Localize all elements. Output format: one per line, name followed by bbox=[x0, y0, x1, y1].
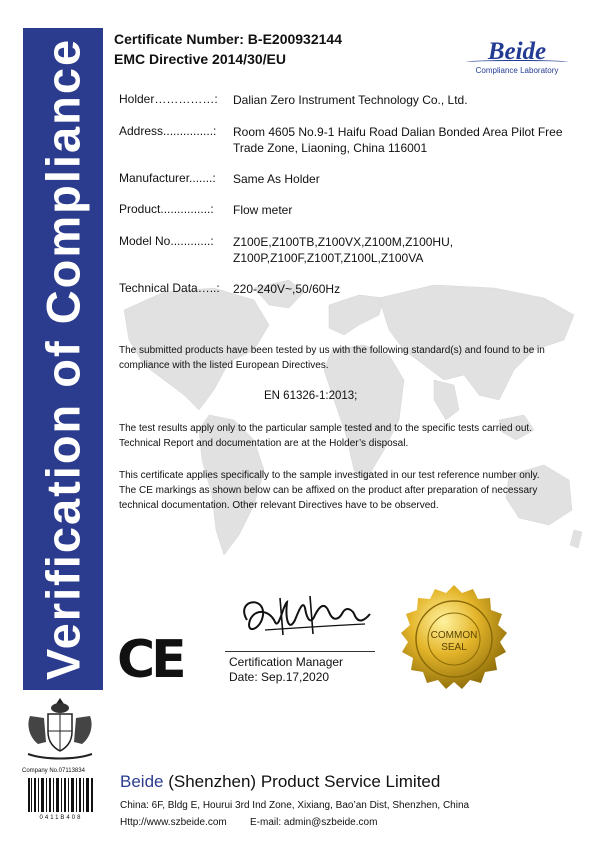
field-label: Manufacturer.......: bbox=[119, 171, 216, 185]
certificate-number: Certificate Number: B-E200932144 bbox=[114, 31, 342, 47]
field-value: Room 4605 No.9-1 Haifu Road Dalian Bonded Area Pilot Free Trade Zone, Liaoning, China 116001 bbox=[233, 125, 563, 155]
field-label: Product...............: bbox=[119, 202, 214, 216]
directive-title: EMC Directive 2014/30/EU bbox=[114, 51, 286, 67]
common-seal-icon bbox=[398, 583, 510, 695]
field-label: Holder……………: bbox=[119, 92, 218, 106]
sidebar-title: Verification of Compliance bbox=[36, 37, 90, 681]
field-value: Same As Holder bbox=[233, 172, 320, 186]
results-paragraph: The test results apply only to the particular sample tested and to the specific tests carried out. Technical Report and documentation are at the Holder’s disposal. bbox=[119, 423, 532, 449]
company-address: China: 6F, Bldg E, Hourui 3rd Ind Zone, Xixiang, Bao’an Dist, Shenzhen, China bbox=[120, 800, 470, 811]
field-value: Dalian Zero Instrument Technology Co., Ltd. bbox=[233, 93, 468, 107]
field-value: Z100E,Z100TB,Z100VX,Z100M,Z100HU, Z100P,Z100F,Z100T,Z100L,Z100VA bbox=[233, 235, 454, 265]
field-label: Technical Data…..: bbox=[119, 281, 220, 295]
seal-top-text: COMMON bbox=[430, 630, 478, 641]
field-value: 220-240V~,50/60Hz bbox=[233, 282, 341, 296]
logo-subtitle: Compliance Laboratory bbox=[475, 66, 559, 75]
company-name bbox=[120, 772, 440, 792]
tested-paragraph: The submitted products have been tested by us with the following standard(s) and found to be in compliance with the listed European Directives. bbox=[119, 345, 545, 371]
company-email-link[interactable]: E-mail: admin@szbeide.com bbox=[250, 817, 378, 828]
standard-reference: EN 61326-1:2013; bbox=[264, 390, 358, 402]
field-label: Address...............: bbox=[119, 124, 217, 138]
beide-logo bbox=[462, 38, 572, 78]
manager-signature bbox=[225, 590, 375, 645]
logo-brand: Beide bbox=[487, 38, 547, 65]
sidebar-banner bbox=[23, 28, 103, 690]
company-number: Company No.07113834 bbox=[22, 768, 85, 774]
ce-mark: CE bbox=[117, 630, 183, 690]
manager-title: Certification Manager bbox=[229, 655, 344, 669]
signature-date: Date: Sep.17,2020 bbox=[229, 670, 330, 684]
field-label: Model No............: bbox=[119, 234, 214, 248]
company-website-link[interactable]: Http://www.szbeide.com bbox=[120, 817, 227, 828]
company-brand: Beide bbox=[120, 772, 164, 791]
logo-swoosh-icon bbox=[466, 60, 568, 64]
barcode-number: 0411B408 bbox=[39, 815, 83, 821]
signature-line bbox=[225, 651, 375, 652]
company-name-rest: (Shenzhen) Product Service Limited bbox=[163, 772, 441, 791]
barcode-icon bbox=[28, 778, 94, 812]
applies-paragraph: This certificate applies specifically to the sample investigated in our test reference number only. The CE markings as shown below can be affixed on the product after preparation of necessary technical documentation. Other relevant Directives have to be observed. bbox=[119, 470, 540, 511]
coat-of-arms-icon bbox=[20, 694, 100, 764]
seal-bottom-text: SEAL bbox=[441, 642, 467, 653]
field-value: Flow meter bbox=[233, 203, 293, 217]
